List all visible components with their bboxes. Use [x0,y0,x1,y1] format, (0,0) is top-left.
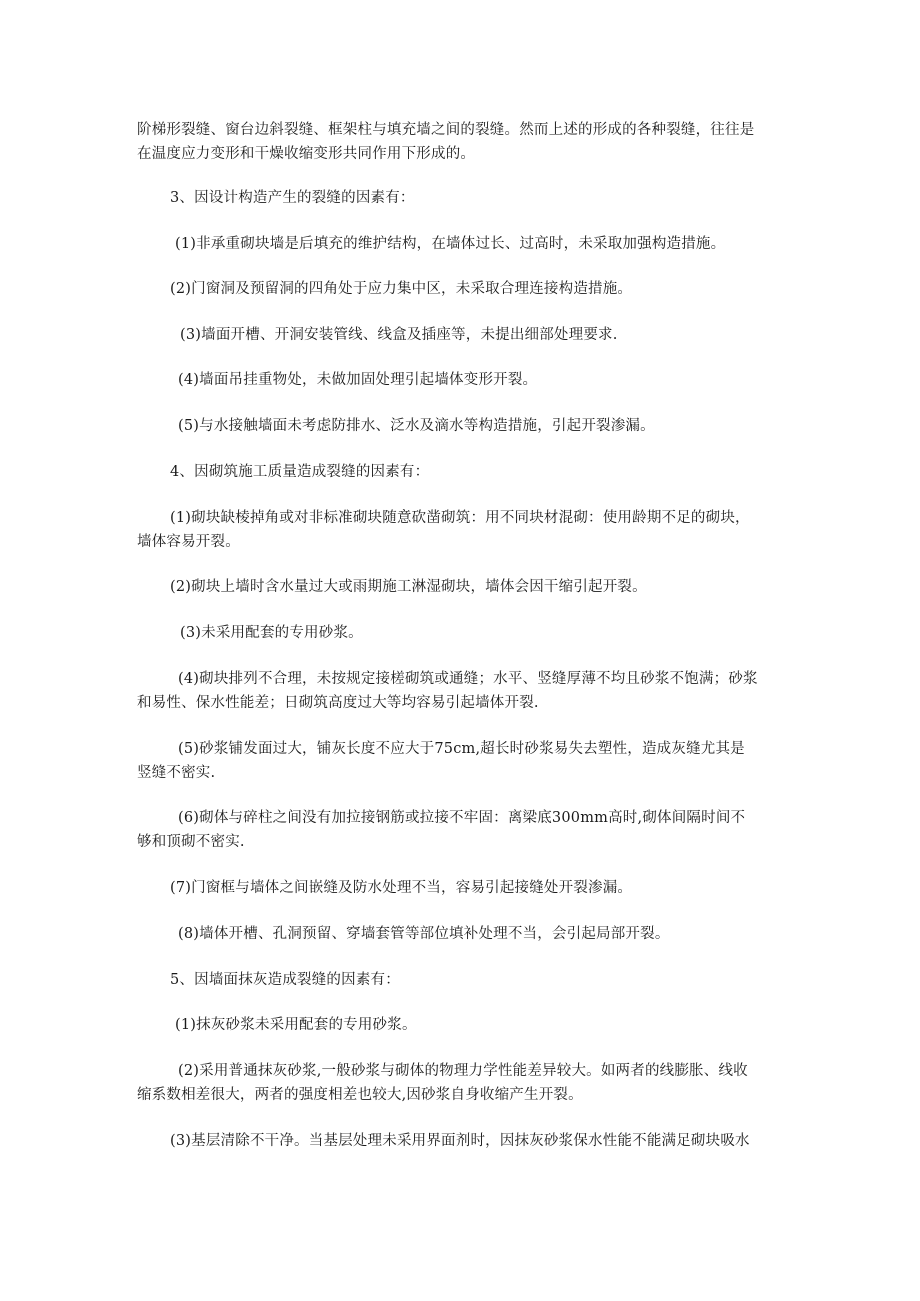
section-4-item-5-line-1: (5)砂浆铺发面过大，铺灰长度不应大于75cm,超长时砂浆易失去塑性，造成灰缝尤其是 [178,741,745,757]
section-4-item-6-line-1: (6)砌体与碎柱之间没有加拉接钢筋或拉接不牢固：离梁底300mm高时,砌体间隔时间不 [178,810,746,826]
section-4-item-1-line-1: (1)砌块缺棱掉角或对非标准砌块随意砍凿砌筑：用不同块材混砌：使用龄期不足的砌块， [170,510,750,526]
section-4-item-1-line-2: 墙体容易开裂。 [137,534,240,550]
section-3-item-4: (4)墙面吊挂重物处，未做加固处理引起墙体变形开裂。 [178,372,538,388]
section-3-heading: 3、因设计构造产生的裂缝的因素有： [170,190,415,206]
intro-line-2: 在温度应力变形和干燥收缩变形共同作用下形成的。 [137,146,476,162]
section-4-item-5-line-2: 竖缝不密实. [137,765,216,781]
section-4-item-2: (2)砌块上墙时含水量过大或雨期施工淋湿砌块，墙体会因干缩引起开裂。 [170,579,647,595]
section-4-item-4-line-2: 和易性、保水性能差；日砌筑高度过大等均容易引起墙体开裂. [137,695,539,711]
section-5-item-3-line-1: (3)基层清除不干净。当基层处理未采用界面剂时，因抹灰砂浆保水性能不能满足砌块吸水 [170,1133,750,1149]
section-5-item-2-line-1: (2)采用普通抹灰砂浆,一般砂浆与砌体的物理力学性能差异较大。如两者的线膨胀、线收 [178,1063,748,1079]
section-5-item-2-line-2: 缩系数相差很大，两者的强度相差也较大,因砂浆自身收缩产生开裂。 [137,1087,583,1103]
section-4-item-4-line-1: (4)砌块排列不合理，未按规定接槎砌筑或通缝；水平、竖缝厚薄不均且砂浆不饱满；砂浆 [178,671,758,687]
section-3-item-5: (5)与水接触墙面未考虑防排水、泛水及滴水等构造措施，引起开裂渗漏。 [178,418,655,434]
section-3-item-3: (3)墙面开槽、开洞安装管线、线盒及插座等，未提出细部处理要求. [180,327,618,343]
section-5-item-1: (1)抹灰砂浆未采用配套的专用砂浆。 [175,1017,417,1033]
section-4-item-8: (8)墙体开槽、孔洞预留、穿墙套管等部位填补处理不当，会引起局部开裂。 [178,926,670,942]
section-4-item-6-line-2: 够和顶砌不密实. [137,834,245,850]
section-5-heading: 5、因墙面抹灰造成裂缝的因素有： [170,972,400,988]
section-3-item-2: (2)门窗洞及预留洞的四角处于应力集中区，未采取合理连接构造措施。 [170,281,633,297]
section-4-item-7: (7)门窗框与墙体之间嵌缝及防水处理不当，容易引起接缝处开裂渗漏。 [170,880,633,896]
section-3-item-1: (1)非承重砌块墙是后填充的维护结构，在墙体过长、过高时，未采取加强构造措施。 [175,236,726,252]
section-4-item-3: (3)未采用配套的专用砂浆。 [180,625,363,641]
intro-line-1: 阶梯形裂缝、窗台边斜裂缝、框架柱与填充墙之间的裂缝。然而上述的形成的各种裂缝，往往是 [137,122,755,138]
section-4-heading: 4、因砌筑施工质量造成裂缝的因素有： [170,464,430,480]
